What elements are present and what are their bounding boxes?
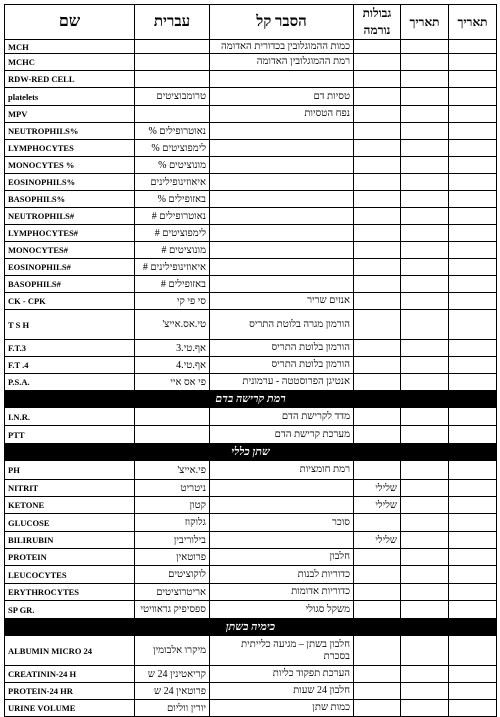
norm-cell (354, 566, 401, 584)
norm-cell (354, 40, 401, 54)
date-1-cell[interactable] (401, 357, 449, 374)
table-row (5, 123, 497, 140)
test-name-cell: MPV (5, 106, 135, 123)
explanation-cell: הורמון מגרה בלוטת התריס (210, 310, 354, 340)
test-name-cell: NITRIT (5, 480, 135, 497)
explanation-cell: כדוריות אדומות (210, 584, 354, 601)
hebrew-name-cell: אף.טי.4 (135, 357, 210, 374)
norm-cell (354, 461, 401, 480)
test-name-cell: ALBUMIN MICRO 24 (5, 636, 135, 666)
hebrew-name-cell: טי.אס.אייצ' (135, 310, 210, 340)
test-name-cell: MONOCYTES# (5, 242, 135, 259)
date-1-cell[interactable] (401, 310, 449, 340)
table-row (5, 225, 497, 242)
date-1-cell[interactable] (401, 636, 449, 666)
date-2-cell[interactable] (449, 191, 497, 208)
test-name-cell: MONOCYTES % (5, 157, 135, 174)
date-1-cell[interactable] (401, 566, 449, 584)
table-row (5, 566, 497, 584)
test-name-cell: MCH (5, 40, 135, 54)
explanation-cell: חלבון בשתן – מגיעה כלייתית בסכרת (210, 636, 354, 666)
date-1-cell[interactable] (401, 88, 449, 106)
table-row (5, 293, 497, 310)
explanation-cell (210, 174, 354, 191)
hebrew-name-cell: באזופילים % (135, 191, 210, 208)
explanation-cell: מדד לקרישת הדם (210, 408, 354, 426)
table-row (5, 106, 497, 123)
norm-cell (354, 700, 401, 717)
table-row (5, 636, 497, 666)
hebrew-name-cell: אף.טי.3 (135, 340, 210, 357)
norm-cell (354, 106, 401, 123)
table-row (5, 71, 497, 88)
table-row (5, 700, 497, 717)
norm-cell (354, 242, 401, 259)
test-name-cell: BILIRUBIN (5, 532, 135, 549)
explanation-cell: סוכר (210, 514, 354, 532)
date-2-cell[interactable] (449, 259, 497, 276)
explanation-cell (210, 208, 354, 225)
hebrew-name-cell: מונוציטים % (135, 157, 210, 174)
date-2-cell[interactable] (449, 106, 497, 123)
hebrew-name-cell: קטון (135, 497, 210, 514)
date-1-cell[interactable] (401, 123, 449, 140)
norm-cell (354, 357, 401, 374)
table-row (5, 497, 497, 514)
explanation-cell: חלבון 24 שעות (210, 683, 354, 700)
norm-cell (354, 88, 401, 106)
table-row (5, 426, 497, 444)
table-row (5, 584, 497, 601)
header-row (5, 5, 497, 40)
table-row (5, 140, 497, 157)
date-1-cell[interactable] (401, 549, 449, 566)
hebrew-name-cell: לימפוציטים % (135, 140, 210, 157)
date-1-cell[interactable] (401, 340, 449, 357)
date-2-cell[interactable] (449, 276, 497, 293)
hebrew-name-cell: פי.אייצ' (135, 461, 210, 480)
norm-cell (354, 426, 401, 444)
test-name-cell: platelets (5, 88, 135, 106)
test-name-cell: NEUTROPHILS% (5, 123, 135, 140)
date-2-cell[interactable] (449, 700, 497, 717)
section-header (5, 444, 497, 461)
table-row (5, 461, 497, 480)
table-row (5, 208, 497, 225)
table-row (5, 601, 497, 619)
hebrew-name-cell: איאוזינופילינים (135, 174, 210, 191)
hebrew-name-cell: באזופילים # (135, 276, 210, 293)
explanation-cell (210, 532, 354, 549)
table-row (5, 666, 497, 683)
date-1-cell[interactable] (401, 461, 449, 480)
hebrew-name-cell: טרומבוציטים (135, 88, 210, 106)
explanation-cell (210, 71, 354, 88)
explanation-cell (210, 497, 354, 514)
test-name-cell: PROTEIN-24 HR (5, 683, 135, 700)
date-2-cell[interactable] (449, 71, 497, 88)
section-header (5, 619, 497, 636)
test-name-cell: BASOPHILS# (5, 276, 135, 293)
explanation-cell: אנזים שריר (210, 293, 354, 310)
date-1-cell[interactable] (401, 700, 449, 717)
test-name-cell: URINE VOLUME (5, 700, 135, 717)
section-title: שתן כללי (5, 444, 497, 461)
test-name-cell: T S H (5, 310, 135, 340)
date-1-cell[interactable] (401, 191, 449, 208)
explanation-cell (210, 123, 354, 140)
explanation-cell: הערכת תפקוד כליות (210, 666, 354, 683)
hebrew-name-cell: קריאטינין 24 ש (135, 666, 210, 683)
norm-cell (354, 259, 401, 276)
date-1-cell[interactable] (401, 293, 449, 310)
norm-cell (354, 225, 401, 242)
test-name-cell: ERYTHROCYTES (5, 584, 135, 601)
date-1-cell[interactable] (401, 157, 449, 174)
explanation-cell (210, 480, 354, 497)
hebrew-name-cell: גלוקוז (135, 514, 210, 532)
explanation-cell: כמות שתן (210, 700, 354, 717)
date-2-cell[interactable] (449, 584, 497, 601)
test-name-cell: P.S.A. (5, 374, 135, 391)
explanation-cell (210, 259, 354, 276)
hebrew-name-cell (135, 40, 210, 54)
date-1-cell[interactable] (401, 683, 449, 700)
date-1-cell[interactable] (401, 259, 449, 276)
date-2-cell[interactable] (449, 54, 497, 71)
table-row (5, 549, 497, 566)
test-name-cell: NEUTROPHILS# (5, 208, 135, 225)
table-row (5, 191, 497, 208)
test-name-cell: PTT (5, 426, 135, 444)
header-date-2: תאריך (449, 5, 497, 40)
test-name-cell: RDW-RED CELL (5, 71, 135, 88)
explanation-cell (210, 191, 354, 208)
table-row (5, 259, 497, 276)
table-row (5, 276, 497, 293)
date-1-cell[interactable] (401, 106, 449, 123)
norm-cell (354, 601, 401, 619)
date-1-cell[interactable] (401, 208, 449, 225)
table-row (5, 310, 497, 340)
table-row (5, 340, 497, 357)
date-1-cell[interactable] (401, 174, 449, 191)
date-2-cell[interactable] (449, 310, 497, 340)
norm-cell (354, 276, 401, 293)
norm-cell (354, 157, 401, 174)
date-1-cell[interactable] (401, 497, 449, 514)
explanation-cell (210, 242, 354, 259)
explanation-cell: מערכת קרישת הדם (210, 426, 354, 444)
test-name-cell: PROTEIN (5, 549, 135, 566)
date-1-cell[interactable] (401, 374, 449, 391)
test-name-cell: F.T .4 (5, 357, 135, 374)
date-1-cell[interactable] (401, 514, 449, 532)
explanation-cell: הורמון בלוטת התריס (210, 357, 354, 374)
test-name-cell: CREATININ-24 H (5, 666, 135, 683)
explanation-cell: רמת חומציות (210, 461, 354, 480)
norm-cell (354, 549, 401, 566)
date-1-cell[interactable] (401, 480, 449, 497)
norm-cell (354, 191, 401, 208)
hebrew-name-cell: פרוטאין 24 ש (135, 683, 210, 700)
hebrew-name-cell (135, 71, 210, 88)
hebrew-name-cell: ספסיפיק גראוויטי (135, 601, 210, 619)
norm-cell (354, 636, 401, 666)
date-1-cell[interactable] (401, 276, 449, 293)
test-name-cell: EOSINOPHILS% (5, 174, 135, 191)
test-name-cell: LEUCOCYTES (5, 566, 135, 584)
table-row (5, 683, 497, 700)
header-explanation: הסבר קל (210, 5, 354, 40)
date-2-cell[interactable] (449, 208, 497, 225)
table-row (5, 88, 497, 106)
hebrew-name-cell (135, 408, 210, 426)
date-2-cell[interactable] (449, 532, 497, 549)
table-row (5, 480, 497, 497)
norm-cell: שלילי (354, 497, 401, 514)
date-2-cell[interactable] (449, 666, 497, 683)
explanation-cell (210, 157, 354, 174)
hebrew-name-cell: פרוטאין (135, 549, 210, 566)
norm-cell (354, 683, 401, 700)
date-2-cell[interactable] (449, 293, 497, 310)
hebrew-name-cell: ניטריט (135, 480, 210, 497)
test-name-cell: GLUCOSE (5, 514, 135, 532)
norm-cell (354, 123, 401, 140)
norm-cell (354, 666, 401, 683)
date-2-cell[interactable] (449, 426, 497, 444)
header-date-1: תאריך (401, 5, 449, 40)
header-norm: גבולות נורמה (354, 5, 401, 40)
date-1-cell[interactable] (401, 426, 449, 444)
hebrew-name-cell: בילוריבין (135, 532, 210, 549)
table-row (5, 408, 497, 426)
explanation-cell: הורמון בלוטת התריס (210, 340, 354, 357)
date-2-cell[interactable] (449, 601, 497, 619)
test-name-cell: CK - CPK (5, 293, 135, 310)
norm-cell (354, 514, 401, 532)
table-row (5, 157, 497, 174)
hebrew-name-cell: נאוטרופילים % (135, 123, 210, 140)
date-2-cell[interactable] (449, 123, 497, 140)
hebrew-name-cell: אריטרוציטים (135, 584, 210, 601)
date-1-cell[interactable] (401, 666, 449, 683)
section-title: כימיה בשתן (5, 619, 497, 636)
section-title: רמת קרישה בדם (5, 391, 497, 408)
test-name-cell: BASOPHILS% (5, 191, 135, 208)
explanation-cell: משקל סגולי (210, 601, 354, 619)
explanation-cell: טסיות דם (210, 88, 354, 106)
date-2-cell[interactable] (449, 636, 497, 666)
explanation-cell: אנטיגן הפרוסטטה - ערמונית (210, 374, 354, 391)
date-2-cell[interactable] (449, 683, 497, 700)
date-2-cell[interactable] (449, 497, 497, 514)
date-1-cell[interactable] (401, 601, 449, 619)
table-row (5, 357, 497, 374)
hebrew-name-cell (135, 54, 210, 71)
date-1-cell[interactable] (401, 140, 449, 157)
norm-cell (354, 374, 401, 391)
hebrew-name-cell: איאוזינופילינים # (135, 259, 210, 276)
header-name: שם (5, 5, 135, 40)
hebrew-name-cell (135, 106, 210, 123)
date-2-cell[interactable] (449, 480, 497, 497)
norm-cell (354, 293, 401, 310)
date-2-cell[interactable] (449, 357, 497, 374)
norm-cell: שלילי (354, 480, 401, 497)
date-2-cell[interactable] (449, 374, 497, 391)
section-header (5, 391, 497, 408)
norm-cell (354, 54, 401, 71)
norm-cell (354, 71, 401, 88)
date-2-cell[interactable] (449, 549, 497, 566)
table-row (5, 40, 497, 54)
norm-cell (354, 174, 401, 191)
date-1-cell[interactable] (401, 40, 449, 54)
lab-tests-table (4, 4, 497, 717)
hebrew-name-cell: סי פי קי (135, 293, 210, 310)
date-2-cell[interactable] (449, 140, 497, 157)
hebrew-name-cell: לימפוציטים # (135, 225, 210, 242)
date-2-cell[interactable] (449, 340, 497, 357)
table-row (5, 374, 497, 391)
hebrew-name-cell: לוקוציטים (135, 566, 210, 584)
explanation-cell (210, 140, 354, 157)
lab-tests-sheet (4, 4, 496, 717)
table-row (5, 242, 497, 259)
date-2-cell[interactable] (449, 88, 497, 106)
date-2-cell[interactable] (449, 242, 497, 259)
date-2-cell[interactable] (449, 225, 497, 242)
header-hebrew: עברית (135, 5, 210, 40)
test-name-cell: KETONE (5, 497, 135, 514)
norm-cell (354, 340, 401, 357)
table-row (5, 174, 497, 191)
date-2-cell[interactable] (449, 566, 497, 584)
date-1-cell[interactable] (401, 408, 449, 426)
hebrew-name-cell: יורין ווליום (135, 700, 210, 717)
explanation-cell (210, 225, 354, 242)
explanation-cell: חלבון (210, 549, 354, 566)
norm-cell (354, 140, 401, 157)
test-name-cell: SP GR. (5, 601, 135, 619)
test-name-cell: EOSINOPHILS# (5, 259, 135, 276)
date-1-cell[interactable] (401, 584, 449, 601)
test-name-cell: MCHC (5, 54, 135, 71)
norm-cell (354, 584, 401, 601)
table-body (5, 40, 497, 717)
explanation-cell: נפח הטסיות (210, 106, 354, 123)
explanation-cell: רמת ההמוגלובין האדומה (210, 54, 354, 71)
test-name-cell: I.N.R. (5, 408, 135, 426)
test-name-cell: PH (5, 461, 135, 480)
date-2-cell[interactable] (449, 174, 497, 191)
explanation-cell (210, 276, 354, 293)
date-2-cell[interactable] (449, 40, 497, 54)
date-1-cell[interactable] (401, 54, 449, 71)
date-1-cell[interactable] (401, 71, 449, 88)
table-row (5, 514, 497, 532)
explanation-cell: כמות ההמוגלובין בכדורית האדומה (210, 40, 354, 54)
test-name-cell: LYMPHOCYTES# (5, 225, 135, 242)
hebrew-name-cell: נאוטרופילים # (135, 208, 210, 225)
test-name-cell: F.T.3 (5, 340, 135, 357)
explanation-cell: כדוריות לבנות (210, 566, 354, 584)
date-2-cell[interactable] (449, 514, 497, 532)
norm-cell (354, 208, 401, 225)
date-2-cell[interactable] (449, 408, 497, 426)
date-2-cell[interactable] (449, 461, 497, 480)
hebrew-name-cell (135, 426, 210, 444)
date-1-cell[interactable] (401, 532, 449, 549)
norm-cell (354, 408, 401, 426)
test-name-cell: LYMPHOCYTES (5, 140, 135, 157)
hebrew-name-cell: מונוציטים # (135, 242, 210, 259)
norm-cell (354, 310, 401, 340)
date-1-cell[interactable] (401, 242, 449, 259)
hebrew-name-cell: פי אס איי (135, 374, 210, 391)
table-row (5, 532, 497, 549)
norm-cell: שלילי (354, 532, 401, 549)
table-row (5, 54, 497, 71)
date-1-cell[interactable] (401, 225, 449, 242)
date-2-cell[interactable] (449, 157, 497, 174)
hebrew-name-cell: מיקרו אלבומין (135, 636, 210, 666)
